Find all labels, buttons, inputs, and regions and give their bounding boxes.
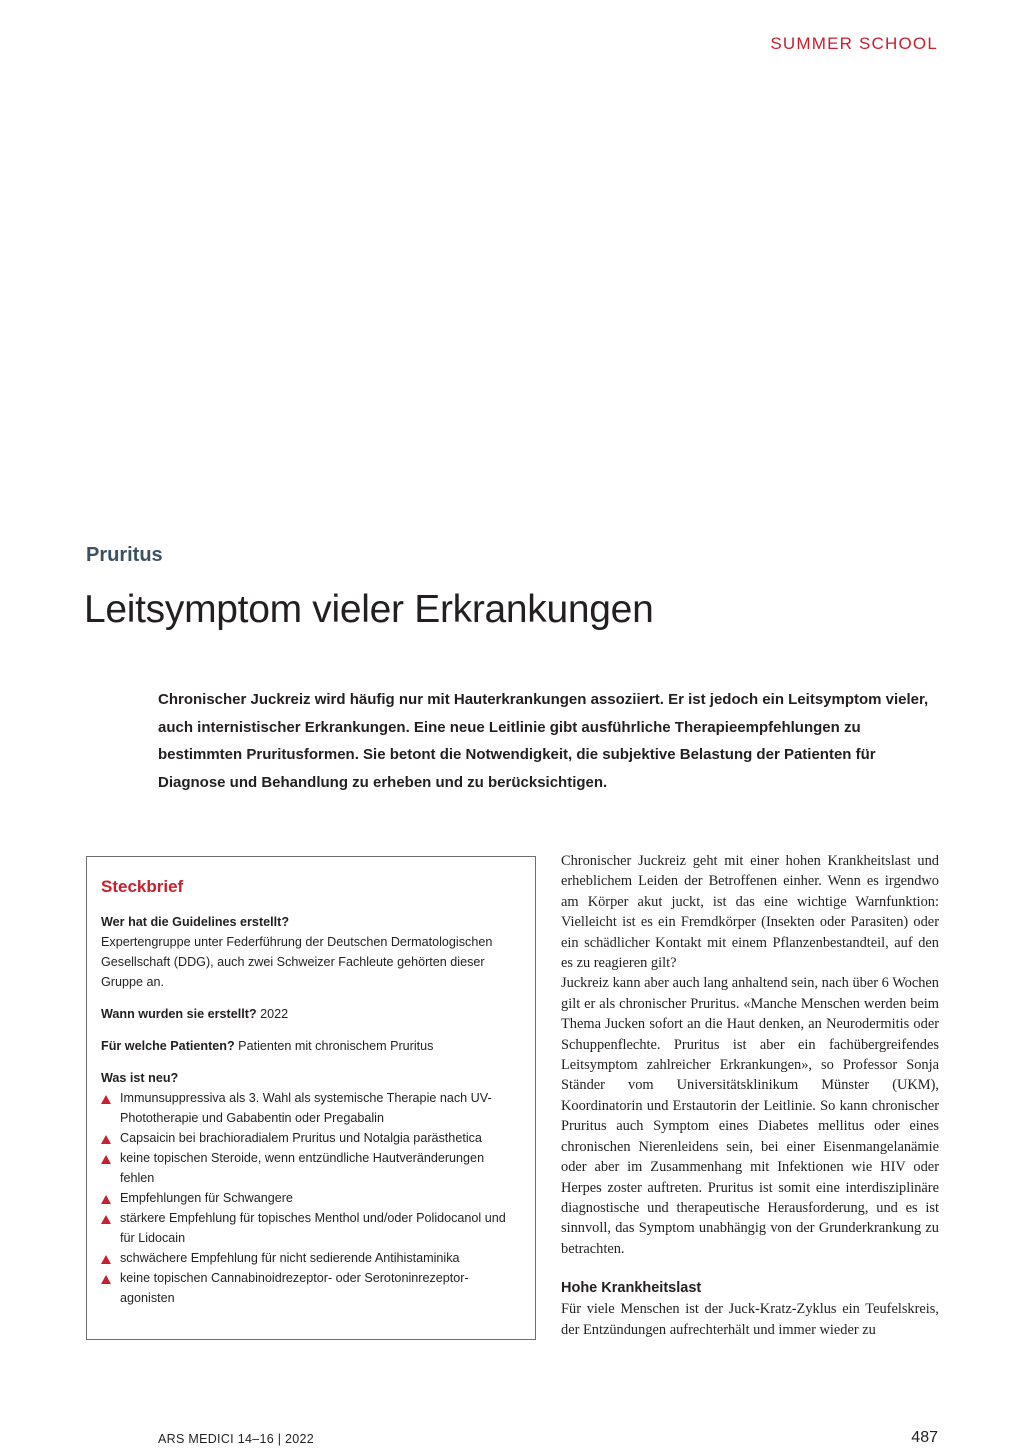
factbox-title: Steckbrief: [101, 877, 184, 896]
list-item: [101, 1188, 521, 1208]
list-item: [101, 1088, 521, 1128]
list-item-text: schwächere Empfehlung für nicht sedierende Antihistaminika: [120, 1251, 460, 1265]
list-item: [101, 1248, 521, 1268]
article-title: Leitsymptom vieler Erkrankungen: [84, 588, 654, 631]
factbox-question: Wann wurden sie erstellt?: [101, 1007, 257, 1021]
triangle-bullet-icon: [101, 1135, 111, 1144]
body-subheading: Hohe Krankheitslast: [561, 1280, 702, 1297]
triangle-bullet-icon: [101, 1255, 111, 1264]
factbox-answer: Expertengruppe unter Federführung der Deutschen Dermatologischen Gesellschaft (DDG), auch zwei Schweizer Fachleute gehörten dieser Gruppe an.: [101, 935, 493, 989]
triangle-bullet-icon: [101, 1095, 111, 1104]
factbox-block-patients: [101, 1036, 521, 1056]
triangle-bullet-icon: [101, 1195, 111, 1204]
triangle-bullet-icon: [101, 1215, 111, 1224]
factbox-block-authors: [101, 912, 521, 992]
list-item-text: keine topischen Cannabinoidrezeptor- oder Serotoninrezeptor-agonisten: [120, 1271, 469, 1305]
factbox-answer: Patienten mit chronischem Pruritus: [238, 1039, 434, 1053]
factbox-news-list: [101, 1088, 521, 1308]
list-item-text: keine topischen Steroide, wenn entzündliche Hautveränderungen fehlen: [120, 1151, 485, 1185]
factbox-question: Für welche Patienten?: [101, 1039, 235, 1053]
triangle-bullet-icon: [101, 1155, 111, 1164]
list-item-text: stärkere Empfehlung für topisches Menthol und/oder Polidocanol und für Lidocain: [120, 1211, 506, 1245]
list-item: [101, 1128, 521, 1148]
factbox-question: Wer hat die Guidelines erstellt?: [101, 915, 290, 929]
triangle-bullet-icon: [101, 1275, 111, 1284]
list-item-text: Empfehlungen für Schwangere: [120, 1191, 293, 1205]
list-item-text: Capsaicin bei brachioradialem Pruritus und Notalgia parästhetica: [120, 1131, 482, 1145]
factbox-block-news: [101, 1068, 521, 1308]
list-item: [101, 1268, 521, 1308]
factbox-question: Was ist neu?: [101, 1071, 179, 1085]
body-paragraph: Chronischer Juckreiz geht mit einer hohen Krankheitslast und erheblichem Leiden der Betroffenen einher. Wenn es irgendwo am Körper akut juckt, ist das eine wichtige Warnfunktion: Vielleicht ist es ein Fremdkörper (Insekten oder Parasiten) oder ein schädlicher Kontakt mit einem Pflanzenbestandteil, auf den es zu reagieren gilt?: [561, 853, 939, 972]
factbox-steckbrief: [86, 856, 536, 1340]
body-paragraph: Juckreiz kann aber auch lang anhaltend sein, nach über 6 Wochen gilt er als chronischer Pruritus. «Manche Menschen werden beim Thema Jucken sofort an die Haut denken, an Neurodermitis oder Schuppenflechte. Pruritus ist aber ein fachübergreifendes Leitsymptom zahlreicher Erkrankungen», so Professor Sonja Ständer vom Universitätsklinikum Münster (UKM), Koordinatorin und Erstautorin der Leitlinie. So kann chronischer Pruritus auch Symptom eines Diabetes mellitus oder eines chronischen Nierenleidens sein, bei einer Eisenmangelanämie oder aber im Zusammenhang mit Infektionen wie HIV oder Herpes zoster auftreten. Pruritus ist somit eine interdisziplinäre diagnostische und therapeutische Herausforderung, und es ist sinnvoll, das Symptom unabhängig von der Grunderkrankung zu betrachten.: [561, 975, 939, 1257]
body-paragraph: Für viele Menschen ist der Juck-Kratz-Zyklus ein Teufelskreis, der Entzündungen aufrechterhält und immer wieder zu: [561, 1301, 939, 1338]
section-label: SUMMER SCHOOL: [770, 34, 938, 53]
list-item: [101, 1208, 521, 1248]
article-lead: Chronischer Juckreiz wird häufig nur mit Hauterkrankungen assoziiert. Er ist jedoch ein Leitsymptom vieler, auch internistischer Erkrankungen. Eine neue Leitlinie gibt ausführliche Therapieempfehlungen zu bestimmten Pruritusformen. Sie betont die Notwendigkeit, die subjektive Belastung der Patienten für Diagnose und Behandlung zu erheben und zu berücksichtigen.: [158, 691, 929, 791]
factbox-answer: 2022: [260, 1007, 289, 1021]
article-body-column: [561, 851, 939, 1340]
footer-journal: ARS MEDICI 14–16 | 2022: [158, 1432, 315, 1446]
list-item-text: Immunsuppressiva als 3. Wahl als systemische Therapie nach UV-Phototherapie und Gababentin oder Pregabalin: [120, 1091, 492, 1125]
list-item: [101, 1148, 521, 1188]
factbox-block-date: [101, 1004, 521, 1024]
article-kicker: Pruritus: [86, 544, 163, 566]
page-number: 487: [911, 1429, 938, 1446]
